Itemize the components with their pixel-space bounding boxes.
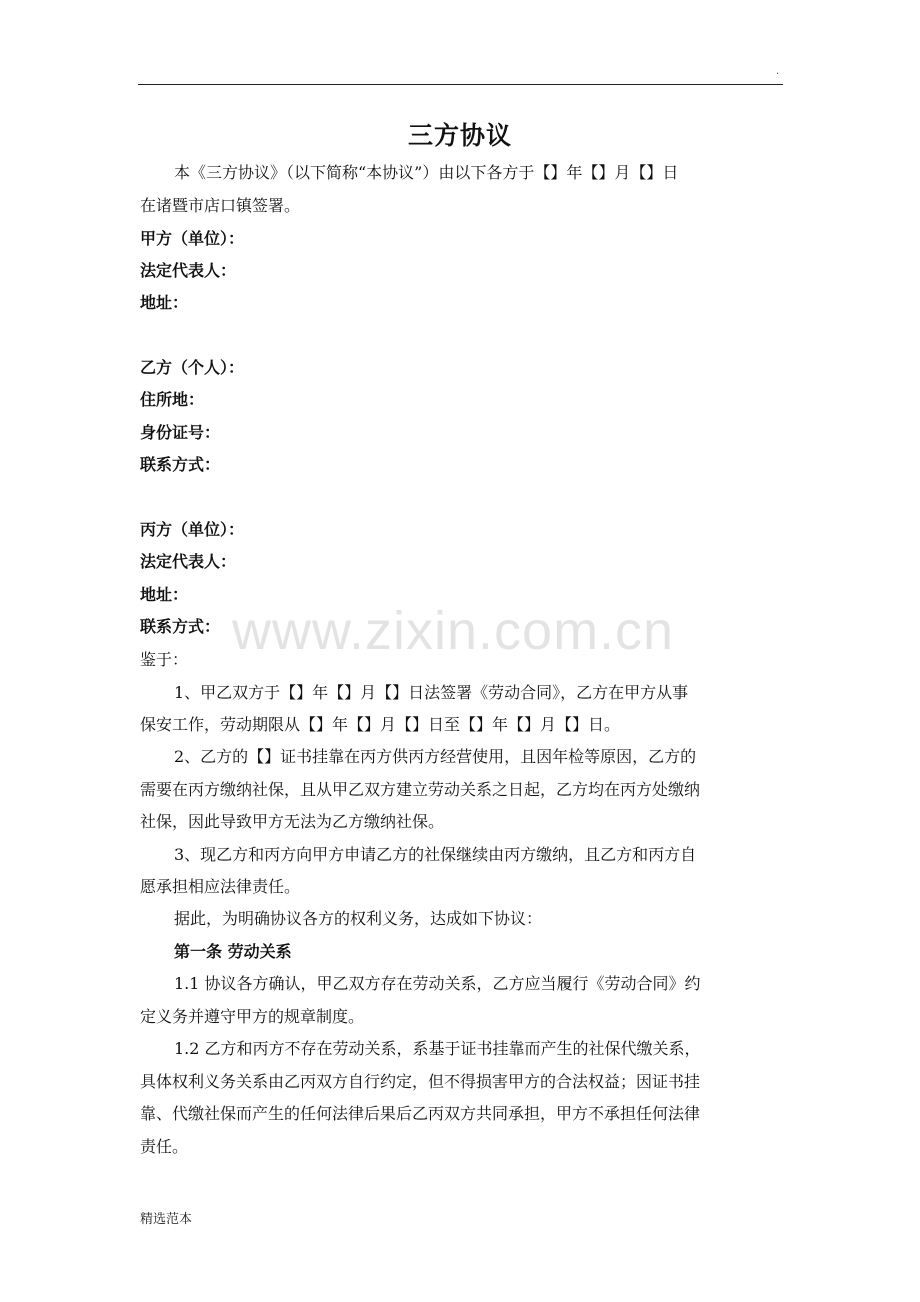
intro-line-1: 本《三方协议》（以下简称“本协议”）由以下各方于【】年【】月【】日 — [174, 163, 679, 182]
watermark: www.zixin.com.cn — [232, 601, 675, 661]
header-mark: . — [776, 66, 780, 77]
clause-line: 需要在丙方缴纳社保，且从甲乙双方建立劳动关系之日起，乙方均在丙方处缴纳 — [140, 780, 701, 799]
article-line: 1.1 协议各方确认，甲乙双方存在劳动关系，乙方应当履行《劳动合同》约 — [174, 974, 701, 993]
party-b-residence: 住所地： — [140, 390, 205, 409]
article-line: 具体权利义务关系由乙丙双方自行约定，但不得损害甲方的合法权益；因证书挂 — [140, 1072, 701, 1091]
clause-line: 3、现乙方和丙方向甲方申请乙方的社保继续由丙方缴纳，且乙方和丙方自 — [174, 845, 697, 864]
whereas-label: 鉴于： — [140, 650, 189, 669]
party-a-address: 地址： — [140, 293, 189, 312]
party-c-rep: 法定代表人： — [140, 552, 237, 571]
party-b-id: 身份证号： — [140, 423, 221, 442]
party-b-name: 乙方（个人）： — [140, 358, 245, 377]
clause-line: 1、甲乙双方于【】年【】月【】日法签署《劳动合同》，乙方在甲方从事 — [174, 683, 689, 702]
party-c-address: 地址： — [140, 585, 189, 604]
clause-line: 保安工作，劳动期限从【】年【】月【】日至【】年【】月【】日。 — [140, 715, 621, 734]
clause-line: 2、乙方的【】证书挂靠在丙方供丙方经营使用，且因年检等原因，乙方的 — [174, 747, 697, 766]
article-1-heading: 第一条 劳动关系 — [174, 942, 292, 961]
party-c-name: 丙方（单位）： — [140, 520, 245, 539]
article-line: 靠、代缴社保而产生的任何法律后果后乙丙双方共同承担，甲方不承担任何法律 — [140, 1104, 701, 1123]
intro-line-2: 在诸暨市店口镇签署。 — [140, 196, 301, 215]
party-c-contact: 联系方式： — [140, 617, 221, 636]
article-line: 1.2 乙方和丙方不存在劳动关系，系基于证书挂靠而产生的社保代缴关系， — [174, 1039, 701, 1058]
party-a-name: 甲方（单位）： — [140, 229, 245, 248]
article-line: 责任。 — [140, 1137, 189, 1156]
clause-line: 愿承担相应法律责任。 — [140, 877, 301, 896]
header-rule — [138, 84, 783, 85]
party-b-contact: 联系方式： — [140, 455, 221, 474]
clause-line: 社保，因此导致甲方无法为乙方缴纳社保。 — [140, 812, 445, 831]
footer-label: 精选范本 — [140, 1212, 193, 1227]
party-a-rep: 法定代表人： — [140, 261, 237, 280]
clause-line: 据此，为明确协议各方的权利义务，达成如下协议： — [174, 909, 543, 928]
article-line: 定义务并遵守甲方的规章制度。 — [140, 1007, 365, 1026]
document-title: 三方协议 — [407, 121, 512, 150]
